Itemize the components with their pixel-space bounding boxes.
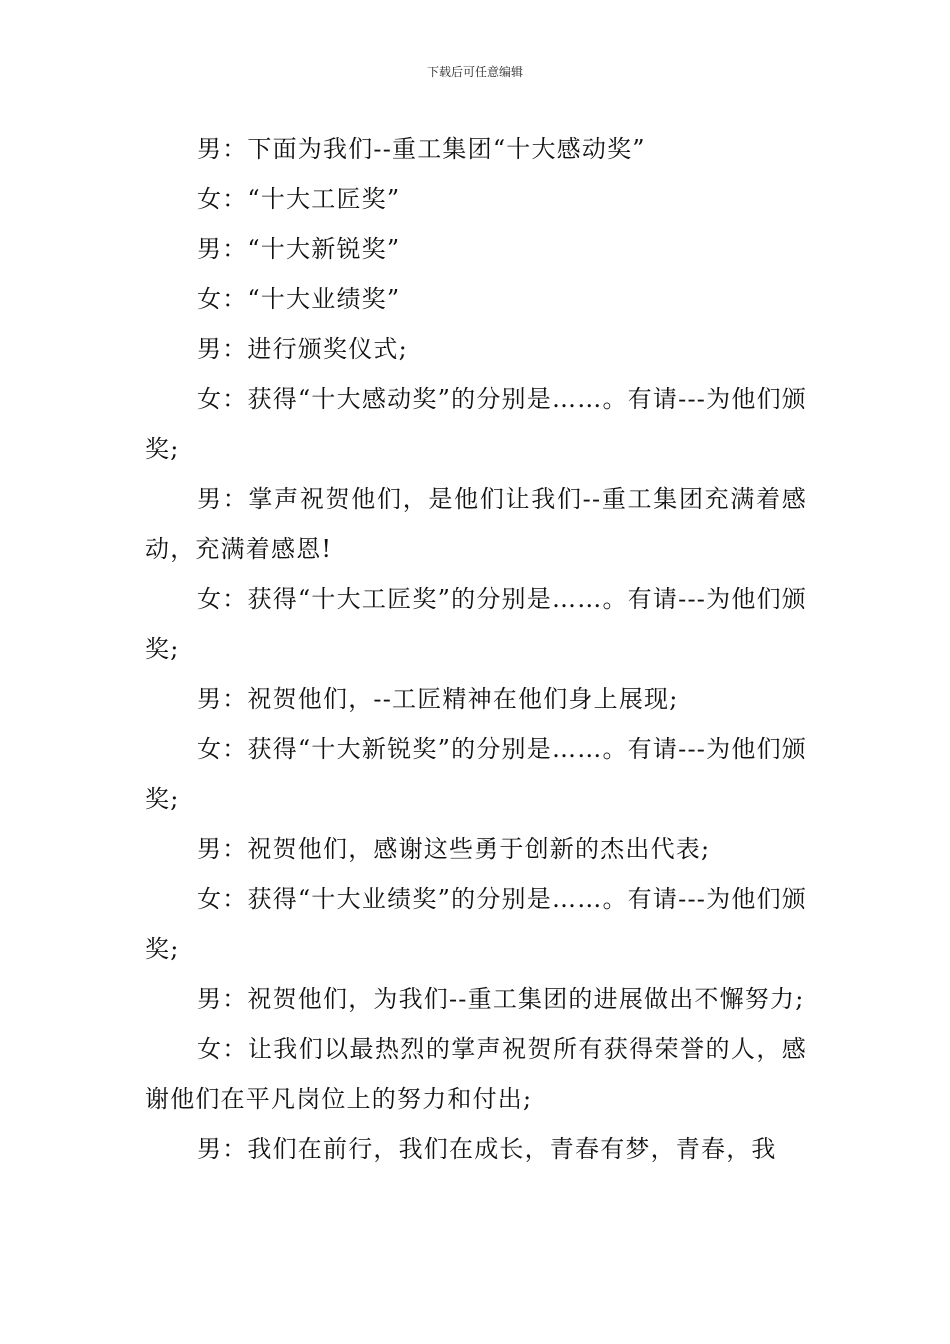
dialogue-paragraph: 女：让我们以最热烈的掌声祝贺所有获得荣誉的人，感谢他们在平凡岗位上的努力和付出; <box>145 1035 807 1113</box>
dialogue-paragraph: 男：“十大新锐奖” <box>197 235 401 263</box>
dialogue-paragraph: 女：获得“十大新锐奖”的分别是……。有请---为他们颁奖; <box>145 735 807 813</box>
dialogue-paragraph: 男：祝贺他们，感谢这些勇于创新的杰出代表; <box>197 835 711 863</box>
dialogue-paragraph: 女：获得“十大业绩奖”的分别是……。有请---为他们颁奖; <box>145 885 807 963</box>
dialogue-paragraph: 女：获得“十大工匠奖”的分别是……。有请---为他们颁奖; <box>145 585 807 663</box>
dialogue-paragraph: 男：我们在前行，我们在成长，青春有梦，青春，我 <box>197 1135 777 1163</box>
dialogue-paragraph: 男：祝贺他们，--工匠精神在他们身上展现; <box>197 685 679 713</box>
dialogue-paragraph: 女：“十大业绩奖” <box>197 285 401 313</box>
dialogue-paragraph: 男：掌声祝贺他们，是他们让我们--重工集团充满着感动，充满着感恩! <box>145 485 807 563</box>
dialogue-paragraph: 女：“十大工匠奖” <box>197 185 401 213</box>
dialogue-paragraph: 男：下面为我们--重工集团“十大感动奖” <box>197 135 646 163</box>
dialogue-paragraph: 女：获得“十大感动奖”的分别是……。有请---为他们颁奖; <box>145 385 807 463</box>
dialogue-paragraph: 男：祝贺他们，为我们--重工集团的进展做出不懈努力; <box>197 985 805 1013</box>
dialogue-paragraph: 男：进行颁奖仪式; <box>197 335 408 363</box>
document-body <box>145 124 807 1174</box>
page-header: 下载后可任意编辑 <box>426 65 523 79</box>
